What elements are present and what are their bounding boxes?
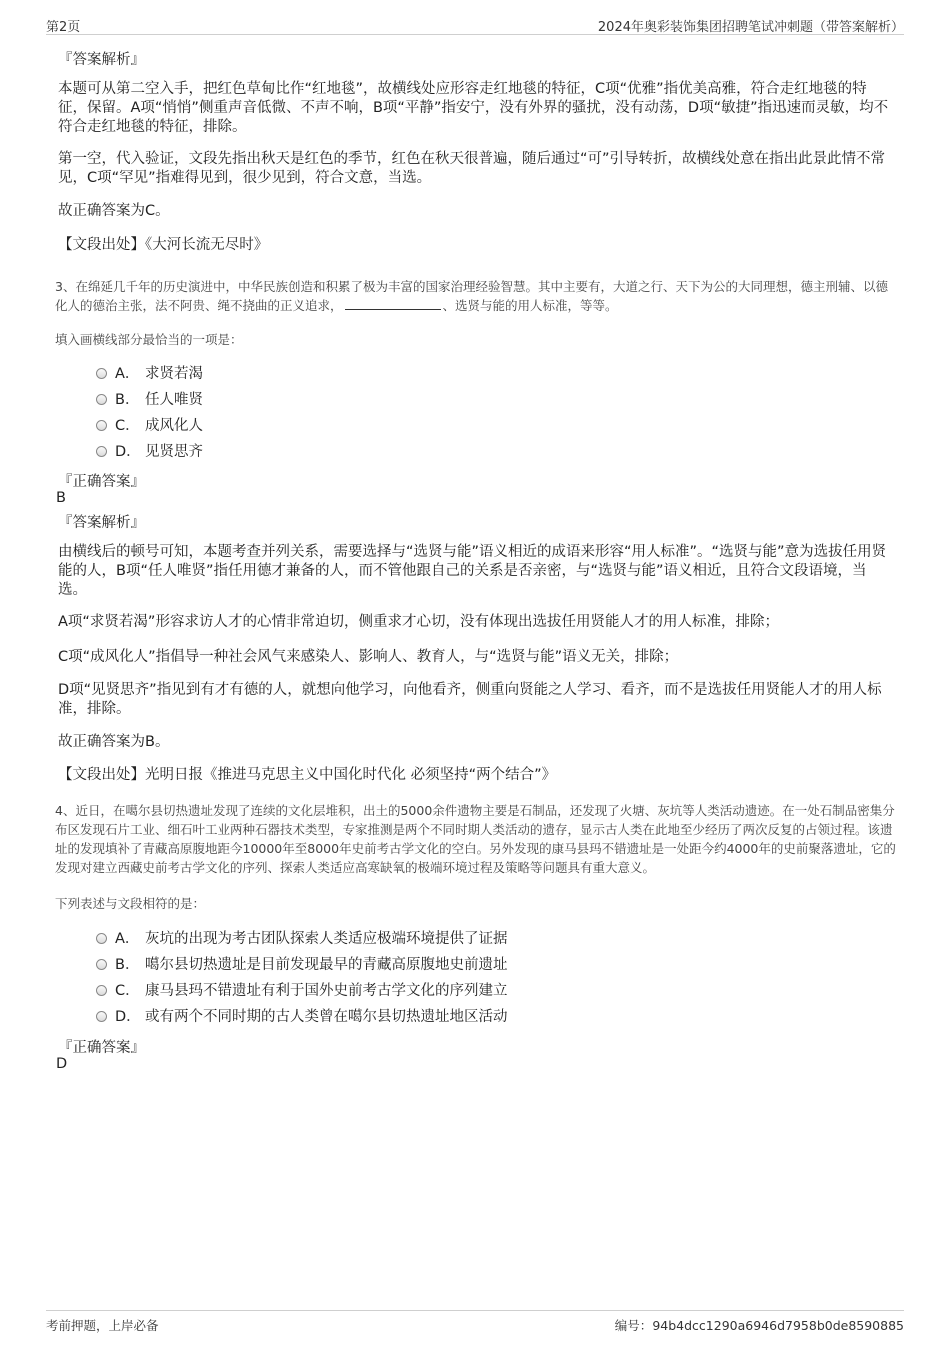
analysis-conclusion: 故正确答案为C。 (58, 203, 170, 219)
source-citation: 【文段出处】《大河长流无尽时》 (58, 237, 269, 253)
analysis-paragraph: D项“见贤思齐”指见到有才有德的人，就想向他学习，向他看齐，侧重向贤能之人学习、看齐，而不是选拔任用贤能人才的用人标准，排除。 (58, 682, 882, 717)
correct-answer: B (56, 490, 66, 506)
page-footer (46, 1310, 904, 1335)
document-title: 2024年奥彩装饰集团招聘笔试冲刺题（带答案解析） (597, 20, 904, 35)
radio-button-icon[interactable] (96, 394, 107, 405)
answer-heading: 『正确答案』 (58, 474, 145, 490)
source-citation: 【文段出处】光明日报《推进马克思主义中国化时代化 必须坚持“两个结合”》 (58, 767, 557, 783)
analysis-paragraph: A项“求贤若渴”形容求访人才的心情非常迫切，侧重求才心切，没有体现出选拔任用贤能人才的用人标准，排除； (58, 614, 779, 630)
option-d[interactable]: D． 见贤思齐 (96, 442, 203, 462)
radio-button-icon[interactable] (96, 446, 107, 457)
analysis-heading: 『答案解析』 (58, 52, 145, 68)
radio-button-icon[interactable] (96, 368, 107, 379)
question-3-text: 3、在绵延几千年的历史演进中，中华民族创造和积累了极为丰富的国家治理经验智慧。其中主要有，大道之行、天下为公的大同理想，德主刑辅、以德化人的德治主张，法不阿贵、绳不挠曲的正义追求， 、选贤与能的用人标准，等等。 (55, 279, 888, 313)
document-code: 编号：94b4dcc1290a6946d7958b0de8590885 (614, 1318, 904, 1333)
option-a[interactable]: A． 灰坑的出现为考古团队探索人类适应极端环境提供了证据 (96, 929, 508, 949)
radio-button-icon[interactable] (96, 933, 107, 944)
question-4-prompt: 下列表述与文段相符的是： (55, 896, 206, 911)
analysis-paragraph: C项“成风化人”指倡导一种社会风气来感染人、影响人、教育人，与“选贤与能”语义无关，排除； (58, 649, 679, 665)
option-d[interactable]: D． 或有两个不同时期的古人类曾在噶尔县切热遗址地区活动 (96, 1007, 508, 1027)
answer-heading: 『正确答案』 (58, 1040, 145, 1056)
analysis-conclusion: 故正确答案为B。 (58, 734, 170, 750)
analysis-paragraph: 由横线后的顿号可知，本题考查并列关系，需要选择与“选贤与能”语义相近的成语来形容“用人标准”。“选贤与能”意为选拔任用贤能的人，B项“任人唯贤”指任用德才兼备的人，而不管他跟自己的关系是否亲密，与“选贤与能”语义相近，且符合文段语境，当选。 (58, 544, 887, 598)
footer-slogan: 考前押题，上岸必备 (46, 1318, 159, 1333)
option-a[interactable]: A． 求贤若渴 (96, 364, 203, 384)
radio-button-icon[interactable] (96, 420, 107, 431)
page-header (46, 14, 904, 35)
option-c[interactable]: C． 康马县玛不错遗址有利于国外史前考古学文化的序列建立 (96, 981, 508, 1001)
option-b[interactable]: B． 任人唯贤 (96, 390, 203, 410)
analysis-paragraph: 第一空，代入验证，文段先指出秋天是红色的季节，红色在秋天很普遍，随后通过“可”引导转折，故横线处意在指出此景此情不常见，C项“罕见”指难得见到，很少见到，符合文意，当选。 (58, 151, 886, 186)
question-4-text: 4、近日，在噶尔县切热遗址发现了连续的文化层堆积，出土的5000余件遗物主要是石制品，还发现了火塘、灰坑等人类活动遗迹。在一处石制品密集分布区发现石片工业、细石叶工业两种石器技术类型，专家推测是两个不同时期人类活动的遗存，显示古人类在此地至少经历了两次反复的占领过程。该遗址的发现填补了青藏高原腹地距今10000年至8000年史前考古学文化的空白。另外发现的康马县玛不错遗址是一处距今约4000年的史前聚落遗址，它的发现对建立西藏史前考古学文化的序列、探索人类适应高寒缺氧的极端环境过程及策略等问题具有重大意义。 (55, 803, 896, 875)
fill-blank (345, 297, 441, 310)
option-c[interactable]: C． 成风化人 (96, 416, 203, 436)
radio-button-icon[interactable] (96, 985, 107, 996)
correct-answer: D (56, 1056, 68, 1072)
page-number: 第2页 (46, 20, 81, 35)
radio-button-icon[interactable] (96, 1011, 107, 1022)
analysis-paragraph: 本题可从第二空入手，把红色草甸比作“红地毯”，故横线处应形容走红地毯的特征，C项“优雅”指优美高雅，符合走红地毯的特征，保留。A项“悄悄”侧重声音低微、不声不响，B项“平静”指安宁，没有外界的骚扰，没有动荡，D项“敏捷”指迅速而灵敏，均不符合走红地毯的特征，排除。 (58, 81, 889, 135)
question-3-prompt: 填入画横线部分最恰当的一项是： (55, 332, 243, 347)
option-b[interactable]: B． 噶尔县切热遗址是目前发现最早的青藏高原腹地史前遗址 (96, 955, 508, 975)
radio-button-icon[interactable] (96, 959, 107, 970)
analysis-heading: 『答案解析』 (58, 515, 145, 531)
